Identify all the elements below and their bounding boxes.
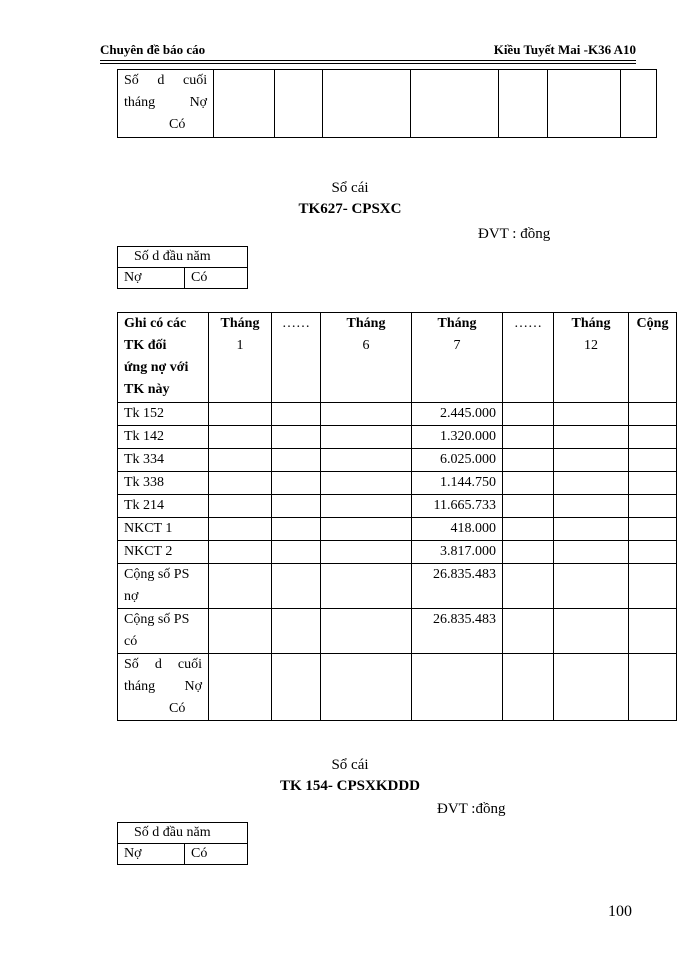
header-month6-number: 6 [362,338,370,353]
header-account-line: Ghi có các [124,316,187,331]
header-month12-number: 12 [584,338,598,353]
section1-unit: ĐVT : đồng [478,226,551,242]
header-account-line: TK này [124,382,170,397]
section2-unit: ĐVT :đồng [437,801,506,817]
header-month1-number: 1 [236,338,244,353]
top-fragment-table [117,69,657,138]
row-month7-value: 1.320.000 [412,426,503,449]
total-debit-line1: Cộng số PS [124,567,190,582]
table-cell [498,70,547,138]
closing-balance-label [118,654,209,721]
closing-balance-cell [118,70,214,138]
total-credit-row [118,609,677,654]
total-credit-line2: có [124,634,138,649]
closing-line3: Có [169,701,186,716]
opening-balance-label: Số d đầu năm [118,823,248,844]
section1-ledger-table [117,312,677,721]
header-month7-label: Tháng [437,316,477,331]
row-month7-value: 2.445.000 [412,403,503,426]
row-month7-value: 1.144.750 [412,472,503,495]
opening-debit-label: Nợ [118,844,185,865]
total-credit-label [118,609,209,654]
closing-line2: tháng Nợ [124,95,208,110]
table-row [118,449,677,472]
header-month6 [321,313,412,403]
total-credit-month7: 26.835.483 [412,609,503,654]
row-label: Tk 334 [118,449,209,472]
section1-subtitle: TK627- CPSXC [298,201,402,217]
table-row [118,541,677,564]
header-month12 [554,313,629,403]
row-month7-value: 3.817.000 [412,541,503,564]
header-month12-label: Tháng [571,316,611,331]
opening-credit-label: Có [185,268,248,289]
section2-opening-balance-table [117,822,248,865]
total-debit-label [118,564,209,609]
table-cell [214,70,275,138]
opening-credit-label: Có [185,844,248,865]
ledger-header-row [118,313,677,403]
header-total: Cộng [629,313,677,403]
header-right-text: Kiều Tuyết Mai -K36 A10 [493,42,636,57]
header-account-col [118,313,209,403]
row-label: NKCT 2 [118,541,209,564]
closing-line1: Số d cuối [124,73,208,88]
header-left-text: Chuyên đề báo cáo [100,42,206,57]
header-ellipsis-2: …… [503,313,554,403]
total-debit-month7: 26.835.483 [412,564,503,609]
row-month7-value: 6.025.000 [412,449,503,472]
total-debit-row [118,564,677,609]
table-cell [410,70,498,138]
row-month7-value: 11.665.733 [412,495,503,518]
header-ellipsis-1: …… [272,313,321,403]
table-cell [621,70,657,138]
closing-line1: Số d cuối [124,657,202,672]
row-label: Tk 214 [118,495,209,518]
page-number: 100 [608,903,632,920]
table-row [118,472,677,495]
row-label: Tk 338 [118,472,209,495]
opening-debit-label: Nợ [118,268,185,289]
row-month7-value: 418.000 [412,518,503,541]
section2-subtitle: TK 154- CPSXKDDD [279,778,420,794]
row-label: Tk 142 [118,426,209,449]
row-label: NKCT 1 [118,518,209,541]
table-row [118,426,677,449]
header-month1-label: Tháng [220,316,260,331]
row-label: Tk 152 [118,403,209,426]
page-header [100,40,636,64]
header-month1 [209,313,272,403]
total-credit-line1: Cộng số PS [124,612,190,627]
closing-line2: tháng Nợ [124,679,202,694]
table-row [118,495,677,518]
header-month6-label: Tháng [346,316,386,331]
table-cell [322,70,410,138]
total-debit-line2: nợ [124,589,139,604]
table-row [118,403,677,426]
closing-line3: Có [169,117,186,132]
opening-balance-label: Số d đầu năm [118,247,248,268]
section1-title: Sổ cái [331,180,369,196]
header-month7 [412,313,503,403]
closing-balance-row [118,654,677,721]
table-cell [548,70,621,138]
table-row [118,518,677,541]
header-account-line: ứng nợ với [124,360,189,375]
header-account-line: TK đối [124,338,167,353]
section2-title: Sổ cái [331,757,369,773]
header-month7-number: 7 [453,338,461,353]
table-cell [275,70,322,138]
section1-opening-balance-table [117,246,248,289]
